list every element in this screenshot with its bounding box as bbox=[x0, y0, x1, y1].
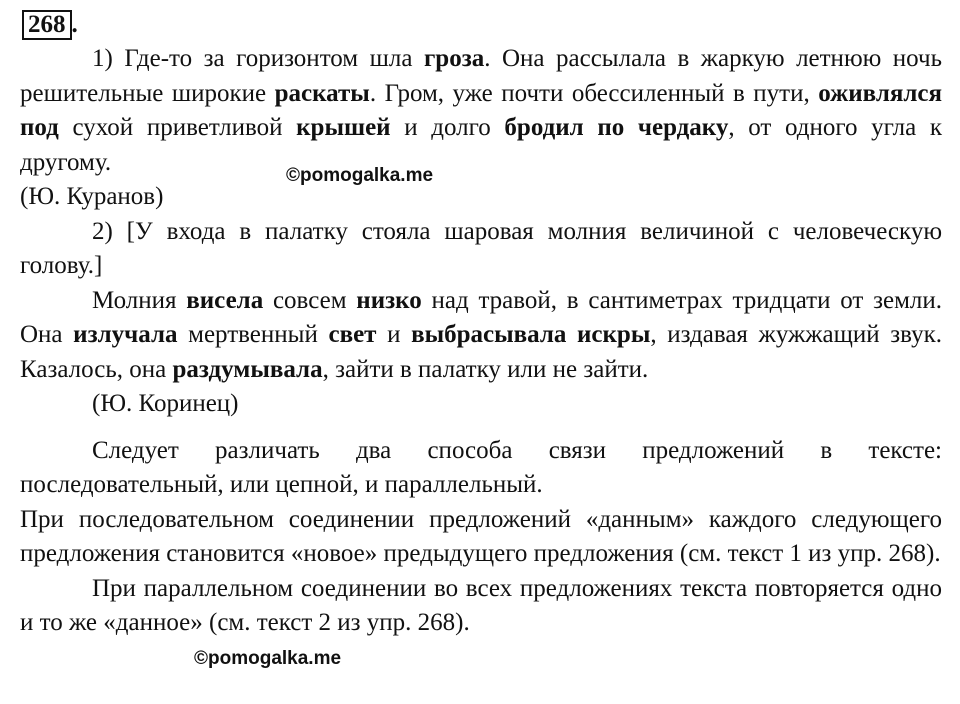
exercise-page bbox=[20, 10, 942, 641]
exercise-header bbox=[20, 10, 942, 40]
text2-part: и bbox=[376, 321, 412, 348]
text1-part: . Она рассылала в жаркую летнюю ночь решительные широкие bbox=[20, 45, 942, 107]
text2-author: (Ю. Коринец) bbox=[92, 390, 239, 417]
text1-part: и долго bbox=[390, 114, 505, 141]
text1-part: , от одного угла к другому. bbox=[20, 114, 943, 176]
text1-part: . Гром, уже почти обессиленный в пути, bbox=[369, 79, 819, 107]
text1-bold: оживлялся под bbox=[20, 79, 943, 141]
text2-part: , издавая жужжащий звук. Казалось, она bbox=[20, 321, 942, 383]
watermark-bottom: ©pomogalka.me bbox=[194, 648, 342, 669]
text1-paragraph bbox=[20, 42, 942, 180]
watermark-top: ©pomogalka.me bbox=[286, 165, 434, 186]
text2-part: , зайти в палатку или не зайти. bbox=[322, 355, 649, 383]
text2-first-paragraph: 2) [У входа в палатку стояла шаровая молния величиной с человеческую голову.] bbox=[20, 217, 942, 279]
text1-part: сухой приветливой bbox=[58, 114, 297, 141]
text2-bold: висела bbox=[186, 286, 264, 314]
text2-bold: выбрасывала искры bbox=[411, 321, 651, 348]
text2-part: совсем bbox=[263, 286, 357, 314]
text2-part: мертвенный bbox=[177, 321, 329, 348]
text2-bold: низко bbox=[356, 286, 422, 314]
text2-bold: излучала bbox=[73, 321, 178, 348]
text1-author: (Ю. Куранов) bbox=[20, 183, 164, 210]
text2-part: над травой, в сантиметрах тридцати от земли. Она bbox=[20, 286, 942, 348]
text2-bold: раздумывала bbox=[172, 355, 323, 383]
text1-bold: раскаты bbox=[274, 79, 370, 107]
text1-bold: гроза bbox=[423, 45, 485, 72]
theory-paragraph-1: Следует различать два способа связи предложений в тексте: последовательный, или цепной, и параллельный. bbox=[20, 436, 942, 498]
exercise-number-dot: . bbox=[71, 11, 78, 38]
text2-bold: свет bbox=[328, 321, 377, 348]
text2-second-paragraph bbox=[20, 284, 942, 388]
text1-bold: крышей bbox=[296, 114, 391, 141]
text2-part: Молния bbox=[92, 286, 187, 314]
exercise-number: 268 bbox=[22, 10, 72, 40]
text1-bold: бродил по чердаку bbox=[504, 114, 729, 141]
text1-part: 1) Где-то за горизонтом шла bbox=[92, 45, 424, 72]
theory-paragraph-3: При параллельном соединении во всех предложениях текста повторяется одно и то же «данное» (см. текст 2 из упр. 268). bbox=[20, 574, 942, 636]
theory-paragraph-2: При последовательном соединении предложений «данным» каждого следующего предложения становится «новое» предыдущего предложения (см. текст 1 из упр. 268). bbox=[20, 505, 942, 567]
